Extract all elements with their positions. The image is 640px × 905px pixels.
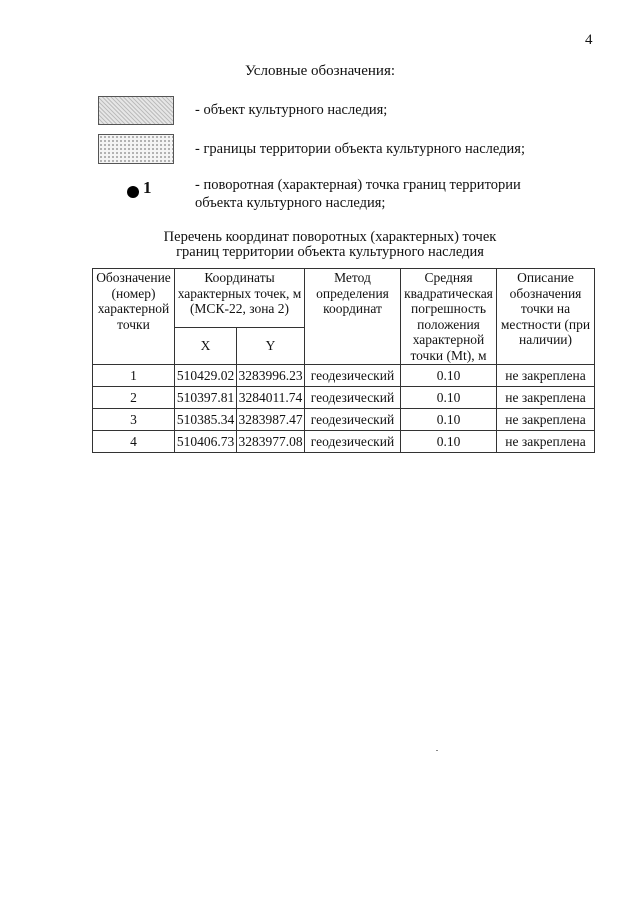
black-dot-icon	[127, 186, 139, 198]
turning-point-label: 1	[143, 178, 152, 197]
cell-number: 1	[93, 365, 175, 387]
header-description: Описание обозначения точки на местности (при наличии)	[497, 269, 595, 365]
cell-y: 3284011.74	[237, 387, 305, 409]
coordinates-table	[92, 268, 595, 453]
cell-error: 0.10	[401, 409, 497, 431]
hatched-area-symbol	[98, 96, 174, 125]
cell-number: 2	[93, 387, 175, 409]
header-coordinates: Координаты характерных точек, м (МСК-22, зона 2)	[175, 269, 305, 328]
cell-description: не закреплена	[497, 387, 595, 409]
list-title-line-1: Перечень координат поворотных (характерных) точек	[163, 229, 497, 245]
cell-error: 0.10	[401, 387, 497, 409]
header-error: Средняя квадратическая погрешность положения характерной точки (Mt), м	[401, 269, 497, 365]
legend-text-turning-point: - поворотная (характерная) точка границ территории объекта культурного наследия;	[195, 177, 521, 211]
cell-description: не закреплена	[497, 409, 595, 431]
dotted-area-symbol	[98, 134, 174, 164]
list-title-line-2: границ территории объекта культурного наследия	[176, 244, 484, 260]
legend-title: Условные обозначения:	[244, 63, 396, 79]
cell-y: 3283977.08	[237, 431, 305, 453]
turning-point-symbol	[125, 178, 165, 202]
header-x: X	[175, 328, 237, 365]
cell-method: геодезический	[305, 431, 401, 453]
cell-error: 0.10	[401, 431, 497, 453]
header-y: Y	[237, 328, 305, 365]
table-row	[93, 431, 595, 453]
page-number: 4	[585, 32, 593, 48]
legend-text-territory-boundary: - границы территории объекта культурного наследия;	[195, 141, 525, 157]
table-row	[93, 409, 595, 431]
cell-method: геодезический	[305, 409, 401, 431]
header-method: Метод определения координат	[305, 269, 401, 365]
coordinates-list-title	[0, 230, 640, 260]
table-row	[93, 387, 595, 409]
cell-x: 510397.81	[175, 387, 237, 409]
cell-x: 510429.02	[175, 365, 237, 387]
cell-description: не закреплена	[497, 431, 595, 453]
cell-y: 3283987.47	[237, 409, 305, 431]
legend-text-heritage-object: - объект культурного наследия;	[195, 102, 388, 118]
cell-number: 3	[93, 409, 175, 431]
cell-method: геодезический	[305, 387, 401, 409]
cell-error: 0.10	[401, 365, 497, 387]
cell-description: не закреплена	[497, 365, 595, 387]
cell-y: 3283996.23	[237, 365, 305, 387]
table-row	[93, 365, 595, 387]
cell-x: 510385.34	[175, 409, 237, 431]
scan-speck	[436, 750, 438, 751]
cell-method: геодезический	[305, 365, 401, 387]
header-designation: Обозначение (номер) характерной точки	[93, 269, 175, 365]
cell-number: 4	[93, 431, 175, 453]
cell-x: 510406.73	[175, 431, 237, 453]
